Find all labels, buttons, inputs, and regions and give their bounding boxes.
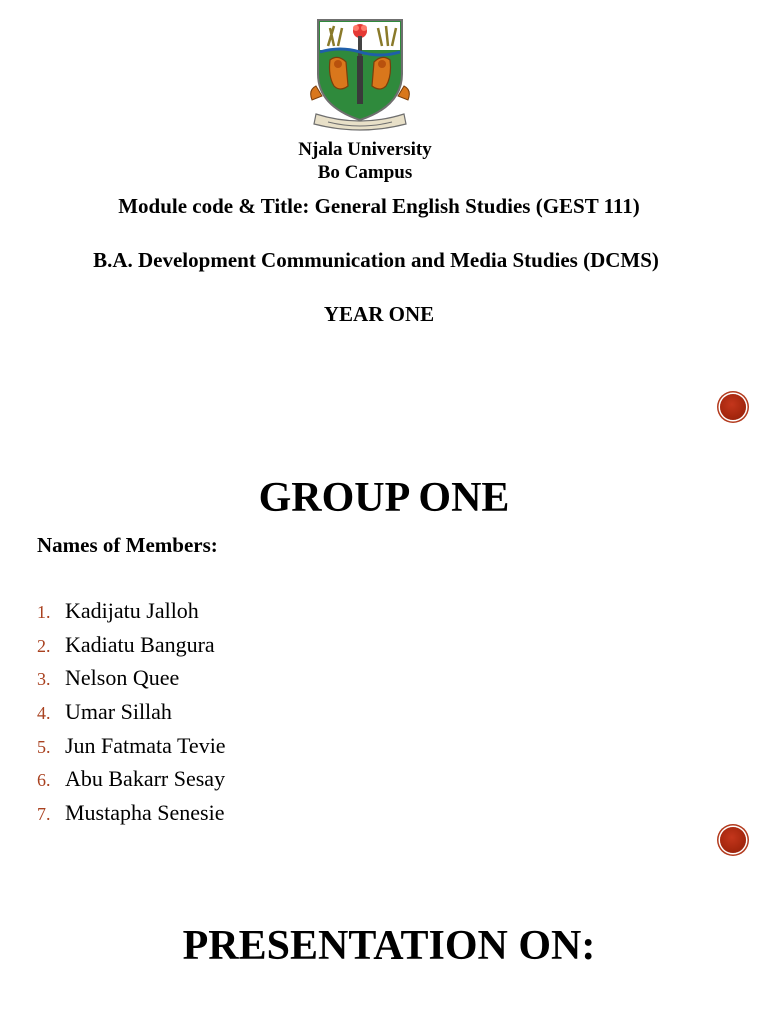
degree-title: B.A. Development Communication and Media Studies (DCMS) bbox=[93, 248, 659, 272]
group-title: GROUP ONE bbox=[258, 475, 510, 521]
member-name: Jun Fatmata Tevie bbox=[65, 732, 226, 758]
list-item bbox=[37, 766, 226, 800]
campus-name: Bo Campus bbox=[317, 162, 413, 183]
list-item bbox=[37, 699, 226, 733]
module-title: Module code & Title: General English Studies (GEST 111) bbox=[118, 194, 640, 218]
university-crest-icon bbox=[308, 16, 412, 132]
presentation-title: PRESENTATION ON: bbox=[182, 923, 596, 969]
year-label: YEAR ONE bbox=[323, 302, 435, 326]
member-name: Kadiatu Bangura bbox=[65, 631, 215, 657]
list-item bbox=[37, 598, 226, 632]
list-number: 3. bbox=[37, 669, 51, 690]
university-name: Njala University bbox=[298, 139, 432, 160]
list-number: 6. bbox=[37, 770, 51, 791]
list-item bbox=[37, 632, 226, 666]
list-number: 1. bbox=[37, 602, 51, 622]
list-number: 2. bbox=[37, 635, 51, 656]
list-item bbox=[37, 665, 226, 699]
list-item bbox=[37, 800, 226, 834]
member-name: Kadijatu Jalloh bbox=[65, 598, 199, 623]
slide-divider-dot-icon bbox=[720, 827, 746, 853]
member-name: Abu Bakarr Sesay bbox=[65, 766, 226, 792]
member-name: Umar Sillah bbox=[65, 699, 172, 725]
list-number: 7. bbox=[37, 804, 51, 825]
list-number: 4. bbox=[37, 703, 51, 724]
list-item bbox=[37, 733, 226, 767]
member-name: Mustapha Senesie bbox=[65, 800, 225, 826]
list-number: 5. bbox=[37, 736, 51, 757]
slide-divider-dot-icon bbox=[720, 394, 746, 420]
member-name: Nelson Quee bbox=[65, 665, 180, 691]
member-list bbox=[37, 598, 226, 834]
members-heading: Names of Members: bbox=[37, 533, 218, 557]
